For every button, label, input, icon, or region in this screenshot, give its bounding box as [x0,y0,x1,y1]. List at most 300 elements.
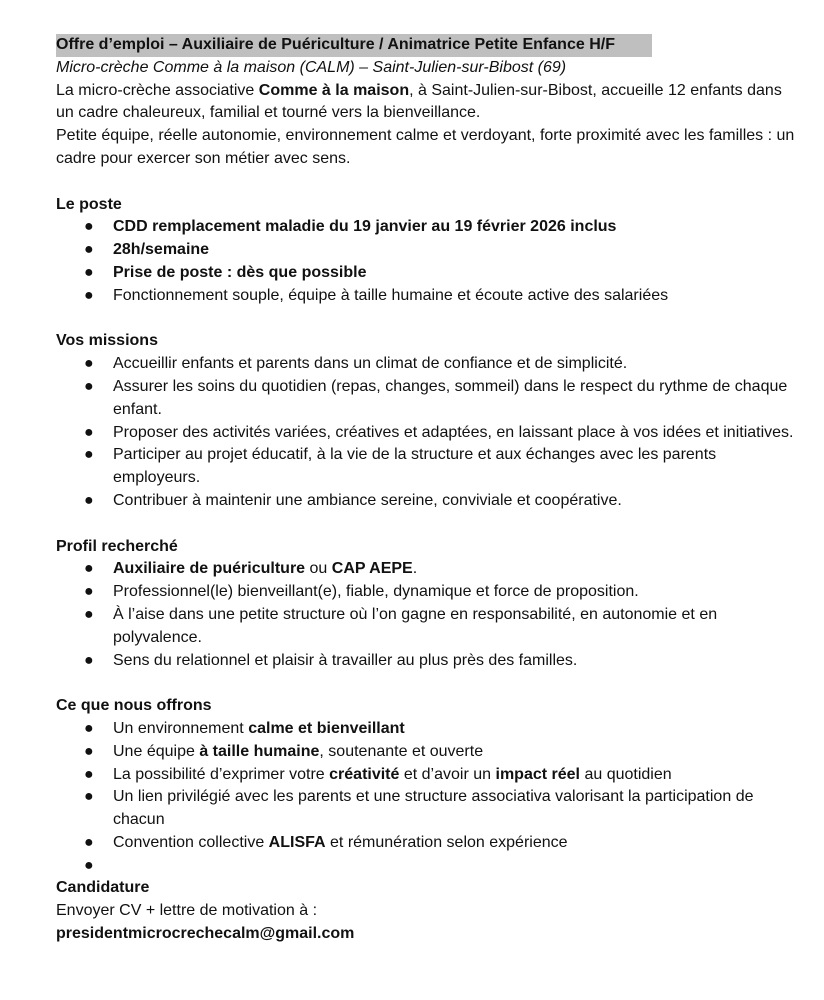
word: janvier [375,218,427,236]
word: la [394,446,407,464]
list-item [56,650,796,673]
word: de [156,263,176,281]
bullet-icon: ● [84,583,94,601]
word: en [699,605,718,623]
word: Contribuer [113,491,188,509]
word: Petite [56,127,97,145]
word: métier [225,149,270,167]
word: expérience [489,833,568,851]
bullet-icon: ● [84,856,94,874]
word: ouverte [429,742,484,760]
word: Une [113,742,143,760]
word: enfant. [113,400,162,418]
word: associative [175,81,255,99]
word: micro-crèche [78,81,171,99]
word: remplacement [152,218,261,236]
word: calme [395,127,439,145]
word: impact [495,765,548,783]
word: ALISFA [268,833,326,851]
word: en [450,605,469,623]
word: chaque [734,377,788,395]
word: Saint-Julien-sur-Bibost, [431,81,597,99]
word: des [573,286,600,304]
application-text: Envoyer CV + lettre de motivation à : [56,902,318,920]
word: et [457,286,471,304]
word: familles [708,127,764,145]
section-heading: Ce que nous offrons [56,697,212,715]
word: polyvalence. [113,628,202,646]
word: un [353,355,371,373]
list-item [56,558,796,581]
word: activités [212,423,271,441]
word: la [366,104,379,122]
word: tourné [281,104,328,122]
word: à [620,423,629,441]
bullet-icon: ● [84,241,94,259]
word: enfants [181,355,234,373]
word: et [355,788,370,806]
word: Un [113,719,134,737]
list-item [56,741,796,764]
word: et [516,491,531,509]
word: à [321,81,331,99]
word: bienveillant(e), [237,583,342,601]
word: maintenir [205,491,272,509]
word: son [194,149,221,167]
list-item [56,832,796,855]
word: plaisir [272,651,315,669]
word: du [329,218,349,236]
bullet-list [56,353,796,513]
word: parents [298,788,352,806]
word: autonomie, [201,127,282,145]
word: parents [662,446,717,464]
word: réelle [158,127,198,145]
word: 19 [454,218,473,236]
section-heading: Vos missions [56,332,158,350]
section-heading: Profil recherché [56,537,178,555]
word: dans [523,377,559,395]
word: Prise [113,263,153,281]
word: en [580,605,598,623]
word: confiance [443,355,513,373]
section [56,695,796,877]
bullet-icon: ● [84,491,94,509]
word: Assurer [113,377,169,395]
application-heading: Candidature [56,879,150,897]
word: Participer [113,446,181,464]
word: Sens [113,651,150,669]
word: cadre [78,104,119,122]
word: possibilité [135,765,206,783]
word: structure [404,788,468,806]
word: de [189,560,209,578]
word: changes, [385,377,451,395]
word: structure [411,446,474,464]
word: proposition. [556,583,639,601]
list-item [56,764,796,787]
word: une [275,491,303,509]
word: équipe [288,286,337,304]
word: employeurs. [113,469,201,487]
word: les [637,446,659,464]
word: : [767,127,773,145]
word: privilégié [167,788,231,806]
word: dans [314,355,349,373]
word: exercer [136,149,191,167]
word: du [239,377,258,395]
word: : [226,263,233,281]
word: un [56,104,74,122]
word: du [153,651,172,669]
bullet-icon: ● [84,263,94,281]
word: Proposer [113,423,178,441]
word: forte [539,127,572,145]
section [56,536,796,696]
word: . [412,560,418,578]
word: du [636,377,655,395]
word: et [238,355,252,373]
word: avec [645,127,680,145]
list-item [56,855,796,878]
word: des [488,651,515,669]
word: (repas, [330,377,381,395]
word: dès [236,263,265,281]
word: de [534,355,553,373]
list-item [56,353,796,376]
word: relationnel [176,651,250,669]
word: à [318,651,328,669]
word: avec [273,149,308,167]
word: les [273,788,294,806]
bullet-icon: ● [84,651,94,669]
word: de [421,355,440,373]
word: idées [662,423,701,441]
word: laissant [518,423,573,441]
word: Auxiliaire [113,560,186,578]
word: chacun [113,811,165,829]
word: associativa [471,788,551,806]
word: où [349,605,368,623]
word: et [477,446,492,464]
word: au [396,651,415,669]
word: au [185,446,203,464]
word: place [577,423,616,441]
word: calme [248,719,294,737]
word: climat [375,355,418,373]
list-item [56,718,796,741]
bullet-list [56,216,796,307]
word: souple, [232,286,284,304]
word: , [409,81,414,99]
sections [56,194,796,878]
word: et [681,605,695,623]
word: selon [446,833,485,851]
word: votre [289,765,325,783]
word: force [493,583,530,601]
word: vos [633,423,659,441]
word: adaptées, [421,423,492,441]
word: Comme [258,81,318,99]
word: variées, [274,423,331,441]
word: coopérative. [534,491,622,509]
word: la [335,81,349,99]
word: et [254,651,268,669]
word: puériculture [212,560,306,578]
word: au [431,218,451,236]
word: des [182,423,209,441]
word: 28h/semaine [113,241,210,259]
word: lien [137,788,163,806]
word: et [264,104,278,122]
word: dynamique [393,583,472,601]
bullet-icon: ● [84,719,94,737]
word: rémunération [347,833,443,851]
word: AEPE [369,560,413,578]
word: rythme [659,377,709,395]
word: d’avoir [421,765,469,783]
word: valorisant [555,788,624,806]
word: humaine [253,742,320,760]
word: La [56,81,74,99]
word: simplicité. [556,355,628,373]
bullet-icon: ● [84,355,94,373]
list-item [56,285,796,308]
bullet-icon: ● [84,377,94,395]
bullet-icon: ● [84,286,94,304]
word: la [628,788,641,806]
word: autonomie [602,605,678,623]
word: La [113,765,131,783]
word: de [371,446,390,464]
word: aux [495,446,522,464]
word: collective [198,833,265,851]
section [56,330,796,535]
word: de [735,788,754,806]
word: inclus [570,218,617,236]
word: à [418,81,427,99]
word: petite [239,605,279,623]
word: Convention [113,833,194,851]
list-item [56,239,796,262]
word: , [319,742,324,760]
word: structure [282,605,346,623]
word: CDD [113,218,148,236]
word: familles. [518,651,578,669]
word: bienveillant [316,719,405,737]
word: environnement [137,719,244,737]
word: environnement [285,127,392,145]
list-item [56,444,796,490]
word: travailler [331,651,393,669]
bullet-icon: ● [84,605,94,623]
word: responsabilité, [472,605,576,623]
word: soutenante [328,742,408,760]
word: À [113,605,124,623]
word: gagne [401,605,446,623]
word: enfants [690,81,743,99]
word: fiable, [346,583,389,601]
word: proximité [576,127,642,145]
word: l’on [371,605,397,623]
word: et [403,423,418,441]
word: la [330,446,343,464]
word: maladie [265,218,325,236]
word: près [452,651,484,669]
word: échanges [525,446,596,464]
bullet-icon: ● [84,423,94,441]
word: taille [354,286,387,304]
word: Accueillir [113,355,178,373]
word: 12 [667,81,686,99]
word: possible [301,263,367,281]
word: Un [113,788,134,806]
word: un [473,765,492,783]
word: active [527,286,570,304]
word: le [563,377,576,395]
word: parents [256,355,310,373]
list-item [56,216,796,239]
word: vers [331,104,363,122]
word: et [442,127,457,145]
word: poste [179,263,223,281]
word: équipe, [101,127,154,145]
word: de [712,377,731,395]
word: projet [207,446,248,464]
spacer [56,513,796,536]
word: CAP [331,560,366,578]
word: quotidien [606,765,672,783]
word: en [496,423,515,441]
word: avec [599,446,634,464]
word: éducatif, [251,446,313,464]
word: participation [644,788,732,806]
list-item [56,376,796,422]
word: dans [169,605,204,623]
bullet-icon: ● [84,788,94,806]
word: 19 [353,218,371,236]
word: sereine, [380,491,438,509]
word: et [705,423,719,441]
word: à [192,491,202,509]
word: cadre [56,149,97,167]
word: avec [234,788,269,806]
list-item [56,604,796,650]
word: soins [197,377,235,395]
word: à [199,742,209,760]
word: Professionnel(le) [113,583,234,601]
word: familial [209,104,260,122]
word: salariées [604,286,669,304]
word: sommeil) [454,377,520,395]
word: respect [580,377,633,395]
word: Fonctionnement [113,286,228,304]
word: ambiance [306,491,377,509]
word: et [475,583,490,601]
bullet-list [56,558,796,672]
word: un [776,127,795,145]
spacer [56,308,796,331]
word: que [268,263,298,281]
word: 2026 [530,218,566,236]
word: février [476,218,526,236]
bullet-icon: ● [84,446,94,464]
bullet-list [56,718,796,878]
word: une [208,605,235,623]
word: vie [346,446,368,464]
word: et [403,765,418,783]
word: à [340,286,350,304]
intro [56,80,796,171]
word: initiatives. [723,423,794,441]
word: plus [419,651,449,669]
document [56,34,796,946]
word: écoute [475,286,524,304]
spacer [56,672,796,695]
list-item [56,786,796,832]
section [56,194,796,331]
word: et [330,833,344,851]
word: équipe [146,742,195,760]
word: réel [551,765,580,783]
word: et [411,742,426,760]
bullet-icon: ● [84,833,94,851]
word: d’exprimer [209,765,285,783]
intro-paragraph [56,125,796,171]
spacer [56,171,796,194]
word: créatives [335,423,400,441]
word: pour [100,149,133,167]
section-heading: Le poste [56,195,122,213]
word: l’aise [128,605,165,623]
word: de [533,583,552,601]
contact-email[interactable]: presidentmicrocrechecalm@gmail.com [56,925,355,943]
word: à [316,446,326,464]
word: maison [353,81,410,99]
subtitle: Micro-crèche Comme à la maison (CALM) – Saint-Julien-sur-Bibost (69) [56,58,567,76]
word: accueille [601,81,664,99]
list-item [56,581,796,604]
word: les [172,377,194,395]
bullet-icon: ● [84,218,94,236]
word: sens. [312,149,351,167]
word: taille [212,742,250,760]
word: au [584,765,603,783]
word: chaleureux, [122,104,206,122]
bullet-icon: ● [84,560,94,578]
bullet-icon: ● [84,742,94,760]
page-title: Offre d’emploi – Auxiliaire de Puériculture / Animatrice Petite Enfance H/F [56,34,652,57]
word: dans [747,81,782,99]
intro-paragraph [56,80,796,126]
list-item [56,422,796,445]
word: une [373,788,401,806]
word: humaine [391,286,453,304]
word: conviviale [442,491,513,509]
list-item [56,262,796,285]
title-line [56,34,796,57]
word: les [684,127,705,145]
list-item [56,490,796,513]
word: quotidien [261,377,327,395]
word: et [516,355,531,373]
word: bienveillance. [383,104,481,122]
bullet-icon: ● [84,765,94,783]
word: ou [309,560,328,578]
word: et [298,719,313,737]
word: verdoyant, [460,127,536,145]
word: créativité [329,765,400,783]
